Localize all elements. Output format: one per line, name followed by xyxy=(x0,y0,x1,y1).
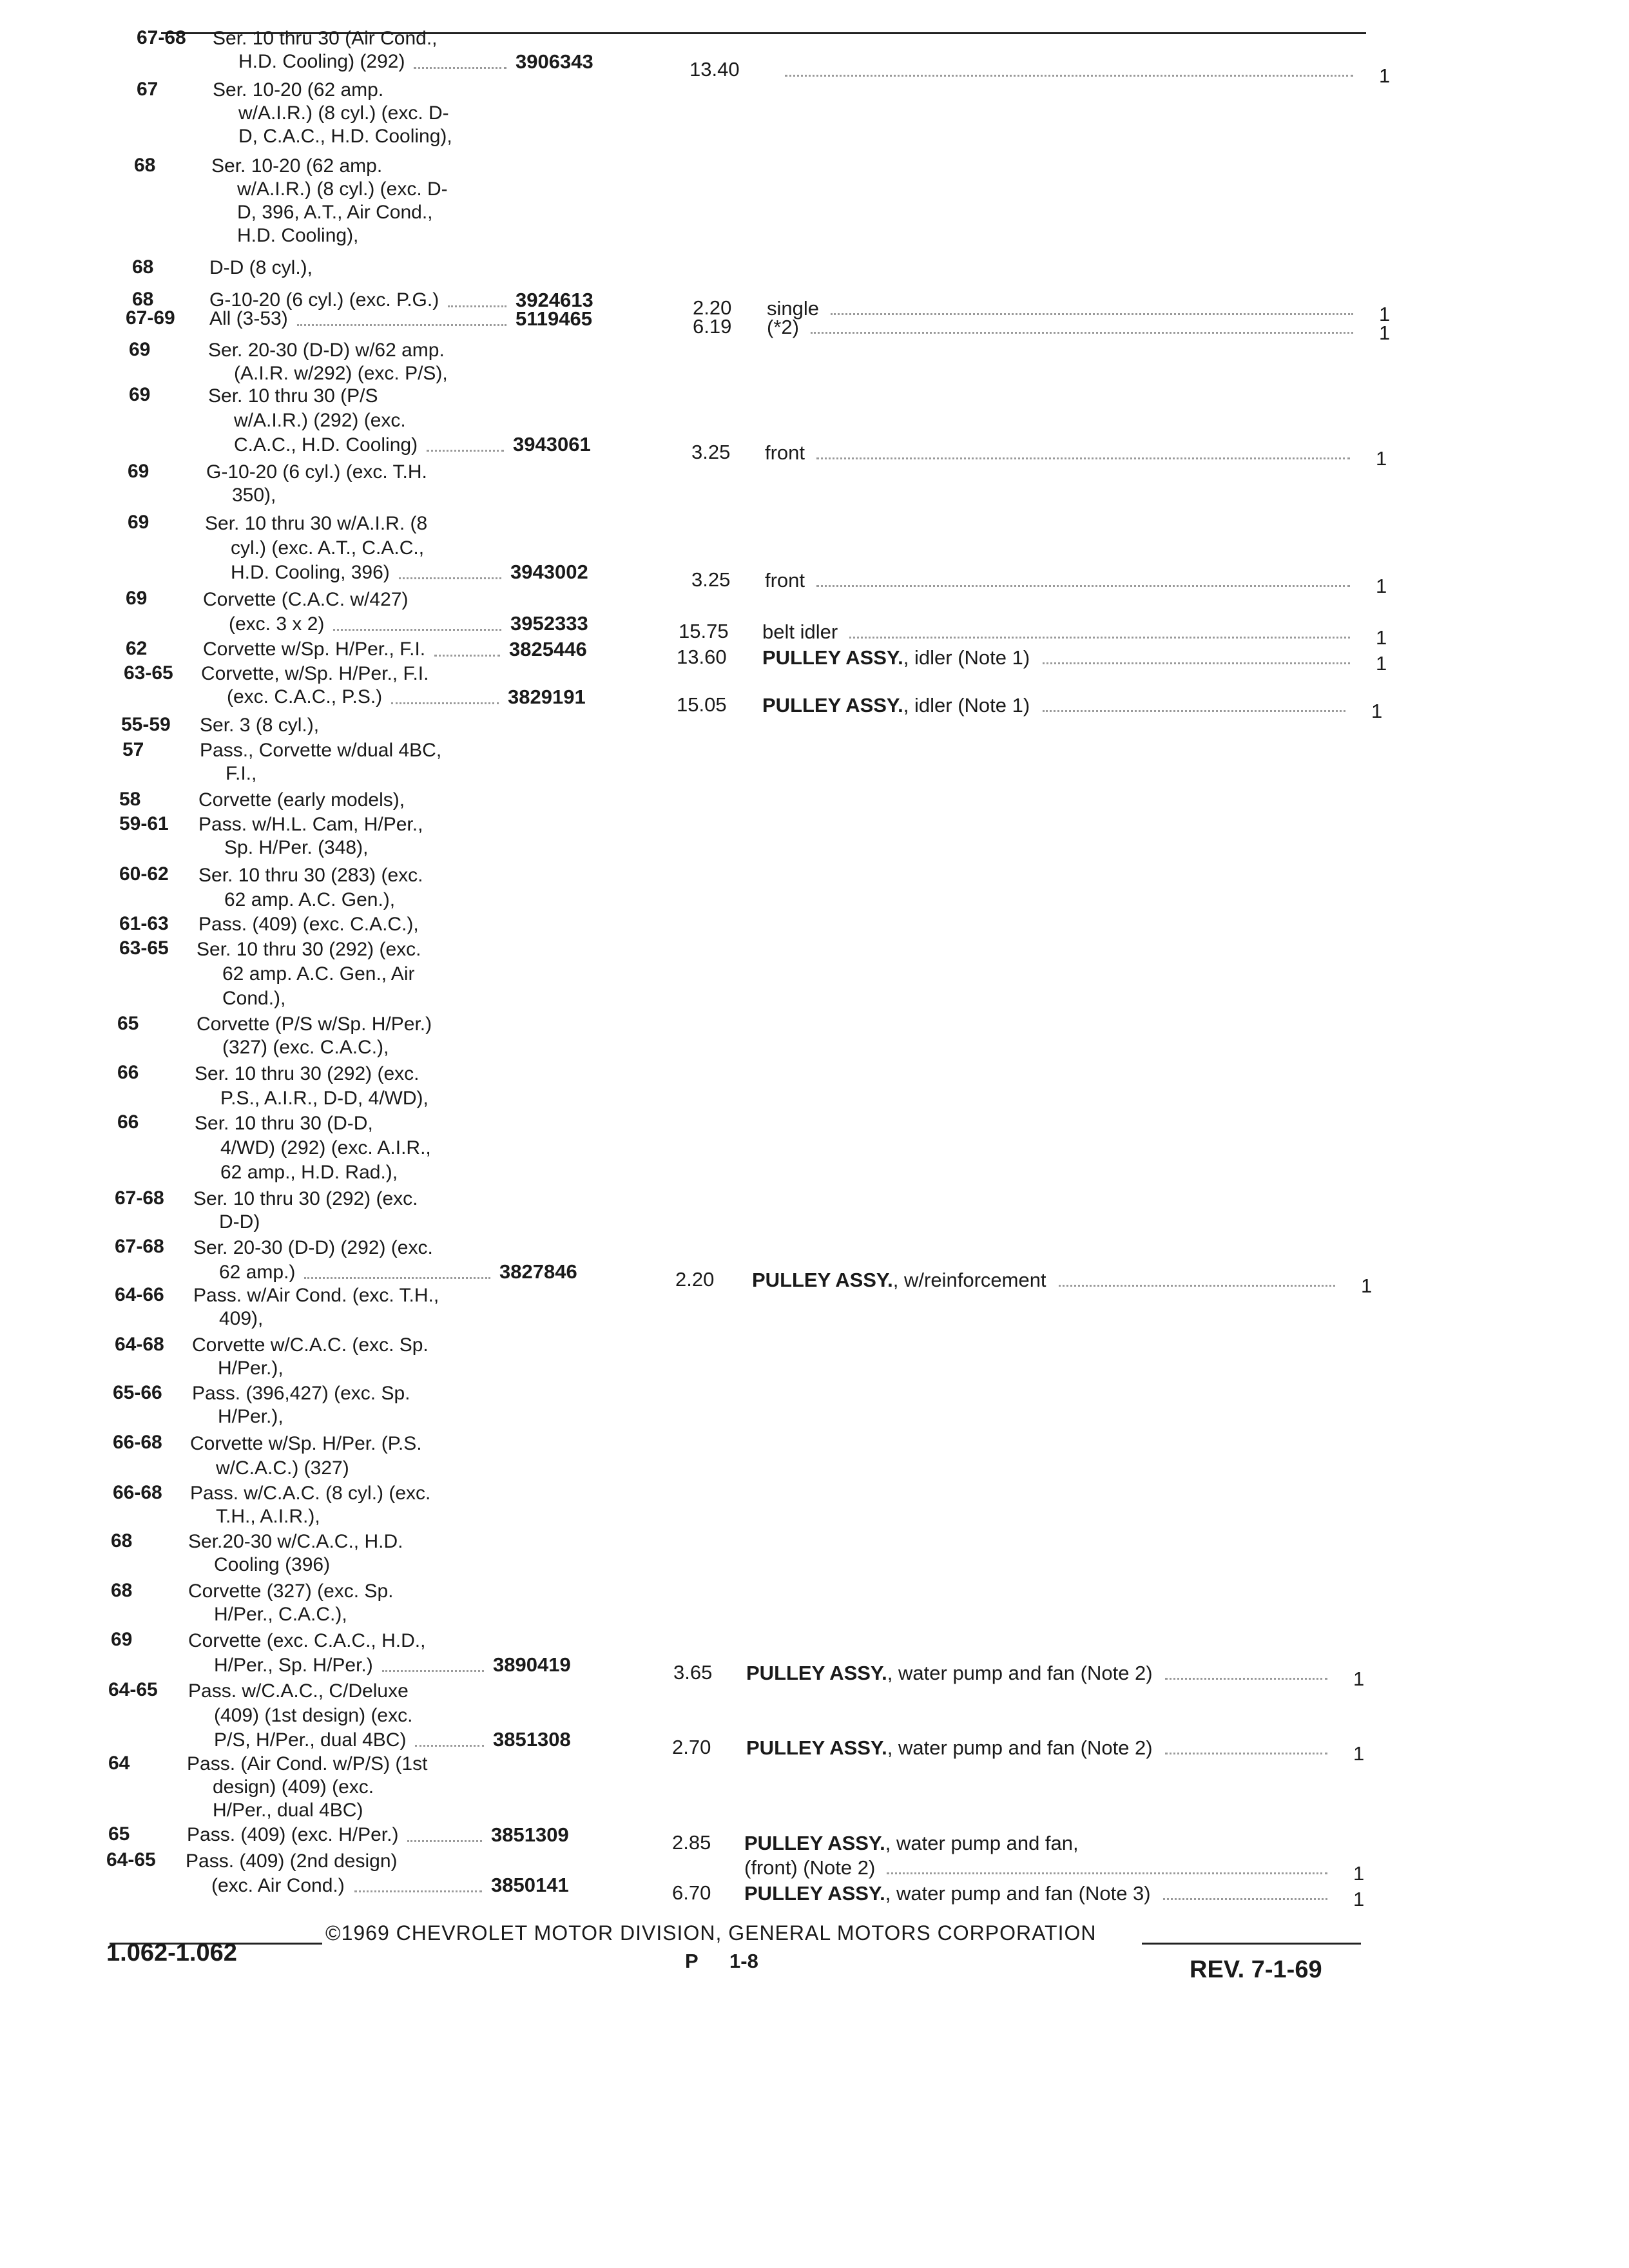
description-line: w/A.I.R.) (8 cyl.) (exc. D- xyxy=(237,178,448,200)
revision-date: REV. 7-1-69 xyxy=(1190,1956,1322,1983)
part-name-line: front xyxy=(765,569,805,591)
description-line: Corvette (exc. C.A.C., H.D., xyxy=(188,1630,426,1651)
parts-entry xyxy=(0,384,1629,470)
application-description xyxy=(205,512,427,585)
description-line: 62 amp. A.C. Gen.), xyxy=(224,889,396,910)
part-number: 3943002 xyxy=(510,561,588,583)
part-number: 3952333 xyxy=(510,612,588,635)
leader-dots xyxy=(297,324,506,326)
application-description xyxy=(187,1753,427,1822)
description-line: All (3-53) xyxy=(209,308,288,329)
model-years: 65 xyxy=(108,1823,130,1845)
description-line: Ser. 10-20 (62 amp. xyxy=(211,155,383,177)
description-line: H.D. Cooling), xyxy=(237,225,359,246)
parts-entry xyxy=(0,461,1629,506)
application-description xyxy=(193,1187,418,1234)
application-description xyxy=(209,307,288,331)
part-name-rest: , water pump and fan (Note 2) xyxy=(887,1736,1153,1759)
quantity: 1 xyxy=(1376,575,1387,597)
application-description xyxy=(200,714,319,737)
parts-entry xyxy=(0,813,1629,858)
model-years: 67-68 xyxy=(137,27,186,48)
application-description xyxy=(208,384,418,457)
model-years: 63-65 xyxy=(124,662,173,684)
application-description xyxy=(187,1823,398,1847)
description-line: (exc. Air Cond.) xyxy=(211,1875,345,1896)
description-line: Ser. 10 thru 30 (D-D, xyxy=(195,1113,373,1134)
model-years: 64-68 xyxy=(115,1334,164,1355)
model-years: 68 xyxy=(132,289,154,310)
model-years: 68 xyxy=(134,155,156,176)
description-line: Corvette w/Sp. H/Per. (P.S. xyxy=(190,1433,422,1454)
description-line: Ser. 10 thru 30 (292) (exc. xyxy=(193,1188,418,1209)
description-line: w/A.I.R.) (292) (exc. xyxy=(234,410,406,431)
description-line: w/A.I.R.) (8 cyl.) (exc. D- xyxy=(238,102,449,124)
description-line: H/Per., Sp. H/Per.) xyxy=(214,1655,373,1676)
part-number: 5119465 xyxy=(516,307,592,330)
description-line: D, 396, A.T., Air Cond., xyxy=(237,202,433,223)
description-line: Pass. w/C.A.C. (8 cyl.) (exc. xyxy=(190,1483,431,1504)
part-name-rest: , water pump and fan, xyxy=(885,1832,1079,1854)
application-description xyxy=(213,79,452,148)
description-line: Ser. 10-20 (62 amp. xyxy=(213,79,384,101)
model-years: 69 xyxy=(111,1629,133,1650)
leader-dots xyxy=(414,67,506,69)
part-name-rest: , idler (Note 1) xyxy=(903,694,1030,716)
page-letter: P xyxy=(685,1950,699,1972)
description-line: 350), xyxy=(232,485,276,506)
part-number: 3851309 xyxy=(491,1823,569,1846)
leader-dots xyxy=(333,629,501,631)
leader-dots xyxy=(1163,1898,1327,1900)
model-years: 68 xyxy=(132,256,154,278)
description-line: Pass. (396,427) (exc. Sp. xyxy=(192,1383,410,1404)
parts-entry xyxy=(0,1482,1629,1527)
list-price: 15.05 xyxy=(677,693,727,716)
part-number: 3825446 xyxy=(509,638,587,660)
quantity: 1 xyxy=(1379,303,1391,325)
model-years: 69 xyxy=(129,339,151,360)
description-line: Pass. w/C.A.C., C/Deluxe xyxy=(188,1680,409,1702)
parts-entry xyxy=(0,512,1629,597)
application-description xyxy=(209,256,313,280)
model-years: 64-66 xyxy=(115,1284,164,1305)
leader-dots xyxy=(304,1277,490,1279)
parts-entry xyxy=(0,155,1629,246)
parts-entry xyxy=(0,1432,1629,1479)
part-name-bold: PULLEY ASSY. xyxy=(746,1662,887,1684)
description-line: H.D. Cooling) (292) xyxy=(238,51,405,72)
description-line: Cond.), xyxy=(222,988,286,1009)
part-name-line: single xyxy=(767,297,819,320)
description-line: Pass. (409) (2nd design) xyxy=(186,1850,398,1872)
description-line: D, C.A.C., H.D. Cooling), xyxy=(238,126,452,147)
list-price: 3.65 xyxy=(673,1661,713,1684)
model-years: 67-68 xyxy=(115,1187,164,1209)
quantity: 1 xyxy=(1376,652,1387,675)
description-line: T.H., A.I.R.), xyxy=(216,1506,320,1527)
description-line: Pass. w/H.L. Cam, H/Per., xyxy=(198,814,423,835)
leader-dots xyxy=(816,457,1350,459)
description-line: Pass., Corvette w/dual 4BC, xyxy=(200,740,442,761)
application-description xyxy=(198,813,423,860)
parts-entry xyxy=(0,1580,1629,1625)
description-line: Pass. (409) (exc. C.A.C.), xyxy=(198,914,419,935)
model-years: 58 xyxy=(119,789,141,810)
description-line: P.S., A.I.R., D-D, 4/WD), xyxy=(220,1088,429,1109)
list-price: 3.25 xyxy=(691,441,731,463)
application-description xyxy=(203,638,425,661)
description-line: 62 amp. A.C. Gen., Air xyxy=(222,963,415,985)
description-line: H/Per.), xyxy=(218,1358,284,1379)
application-description xyxy=(198,789,405,812)
model-years: 67-69 xyxy=(126,307,175,329)
model-years: 69 xyxy=(128,461,149,482)
list-price: 6.70 xyxy=(672,1881,711,1904)
parts-entry xyxy=(0,863,1629,910)
description-line: 4/WD) (292) (exc. A.I.R., xyxy=(220,1137,431,1158)
part-name-bold: PULLEY ASSY. xyxy=(752,1269,893,1291)
parts-entry xyxy=(0,1753,1629,1821)
parts-entry xyxy=(0,789,1629,811)
description-line: Corvette w/C.A.C. (exc. Sp. xyxy=(192,1334,429,1356)
part-name-rest: , water pump and fan (Note 2) xyxy=(887,1662,1153,1684)
parts-entry xyxy=(0,256,1629,278)
description-line: 409), xyxy=(219,1308,264,1329)
parts-entry xyxy=(0,1284,1629,1329)
description-line: Ser. 3 (8 cyl.), xyxy=(200,715,320,736)
leader-dots xyxy=(887,1872,1327,1874)
description-line: Corvette (C.A.C. w/427) xyxy=(203,589,409,610)
description-line: Pass. (Air Cond. w/P/S) (1st xyxy=(187,1753,428,1774)
part-number: 3890419 xyxy=(493,1653,571,1676)
model-years: 66 xyxy=(117,1062,139,1083)
description-line: Corvette (327) (exc. Sp. xyxy=(188,1581,394,1602)
description-line: D-D) xyxy=(219,1211,260,1233)
description-line: 62 amp., H.D. Rad.), xyxy=(220,1162,398,1183)
description-line: Cooling (396) xyxy=(214,1554,331,1575)
description-line: H/Per., dual 4BC) xyxy=(213,1800,363,1821)
part-name xyxy=(767,315,799,340)
list-price: 13.40 xyxy=(689,58,740,81)
part-number: 3850141 xyxy=(491,1874,569,1896)
model-years: 63-65 xyxy=(119,937,169,959)
quantity: 1 xyxy=(1379,322,1391,344)
description-line: cyl.) (exc. A.T., C.A.C., xyxy=(231,537,425,559)
parts-entry xyxy=(0,913,1629,935)
part-name-rest: , w/reinforcement xyxy=(892,1269,1046,1291)
description-line: Pass. (409) (exc. H/Per.) xyxy=(187,1824,399,1845)
copyright-line: ©1969 CHEVROLET MOTOR DIVISION, GENERAL MOTORS CORPORATION xyxy=(325,1921,1097,1945)
application-description xyxy=(208,339,448,385)
description-line: Ser. 10 thru 30 (283) (exc. xyxy=(198,865,423,886)
part-name-bold: PULLEY ASSY. xyxy=(744,1832,885,1854)
application-description xyxy=(188,1679,412,1753)
description-line: Ser. 10 thru 30 (P/S xyxy=(208,385,378,407)
description-line: Pass. w/Air Cond. (exc. T.H., xyxy=(193,1285,439,1306)
model-years: 65-66 xyxy=(113,1382,162,1403)
application-description xyxy=(198,913,419,936)
description-line: H/Per.), xyxy=(218,1406,284,1427)
parts-entry xyxy=(0,1382,1629,1427)
model-years: 66-68 xyxy=(113,1432,162,1453)
description-line: (exc. C.A.C., P.S.) xyxy=(227,686,383,707)
quantity: 1 xyxy=(1353,1888,1365,1910)
model-years: 61-63 xyxy=(119,913,169,934)
model-years: 65 xyxy=(117,1013,139,1034)
leader-dots xyxy=(399,577,501,579)
page-number: 1-8 xyxy=(729,1950,758,1972)
leader-dots xyxy=(811,332,1353,334)
list-price: 2.70 xyxy=(672,1736,711,1758)
leader-dots xyxy=(415,1745,484,1747)
part-number: 3906343 xyxy=(516,50,593,73)
model-years: 69 xyxy=(126,588,148,609)
description-line: H.D. Cooling, 396) xyxy=(231,562,390,583)
list-price: 6.19 xyxy=(693,315,732,338)
part-number: 3827846 xyxy=(499,1260,577,1283)
parts-entry xyxy=(0,1062,1629,1109)
quantity: 1 xyxy=(1353,1742,1365,1765)
model-years: 66-68 xyxy=(113,1482,162,1503)
description-line: Ser. 20-30 (D-D) (292) (exc. xyxy=(193,1237,433,1258)
application-description xyxy=(195,1062,429,1111)
parts-entry xyxy=(0,1111,1629,1183)
application-description xyxy=(192,1382,410,1428)
parts-entry xyxy=(0,79,1629,147)
part-name xyxy=(744,1881,1151,1906)
parts-entry xyxy=(0,27,1629,87)
description-line: Ser. 10 thru 30 w/A.I.R. (8 xyxy=(205,513,428,534)
list-price: 3.25 xyxy=(691,568,731,591)
leader-dots xyxy=(407,1840,482,1842)
parts-entry xyxy=(0,662,1629,722)
model-years: 59-61 xyxy=(119,813,169,834)
footer-rule-right xyxy=(1142,1943,1361,1945)
description-line: (327) (exc. C.A.C.), xyxy=(222,1037,389,1058)
description-line: w/C.A.C.) (327) xyxy=(216,1457,349,1479)
part-name-bold: PULLEY ASSY. xyxy=(762,694,903,716)
model-years: 68 xyxy=(111,1530,133,1552)
quantity: 1 xyxy=(1379,64,1391,87)
catalog-code: 1.062-1.062 xyxy=(106,1939,237,1966)
quantity: 1 xyxy=(1376,626,1387,649)
model-years: 64 xyxy=(108,1753,130,1774)
list-price: 2.20 xyxy=(675,1268,715,1291)
parts-entry xyxy=(0,714,1629,736)
part-name-bold: PULLEY ASSY. xyxy=(746,1736,887,1759)
list-price: 2.20 xyxy=(693,296,732,319)
quantity: 1 xyxy=(1371,700,1383,722)
description-line: Corvette w/Sp. H/Per., F.I. xyxy=(203,639,426,660)
application-description xyxy=(197,1013,432,1059)
description-line: Ser. 20-30 (D-D) w/62 amp. xyxy=(208,340,445,361)
leader-dots xyxy=(816,585,1350,587)
quantity: 1 xyxy=(1361,1274,1373,1297)
application-description xyxy=(195,1111,431,1185)
quantity: 1 xyxy=(1353,1862,1365,1885)
application-description xyxy=(190,1482,430,1528)
part-name-line: (*2) xyxy=(767,316,799,338)
description-line: P/S, H/Per., dual 4BC) xyxy=(214,1729,407,1751)
description-line: Ser.20-30 w/C.A.C., H.D. xyxy=(188,1531,403,1552)
description-line: Corvette, w/Sp. H/Per., F.I. xyxy=(201,663,429,684)
part-name-rest: , water pump and fan (Note 3) xyxy=(885,1882,1151,1905)
application-description xyxy=(213,27,438,73)
parts-entry xyxy=(0,937,1629,1009)
description-line: Corvette (early models), xyxy=(198,789,405,811)
description-line: H/Per., C.A.C.), xyxy=(214,1604,347,1625)
part-number: 3851308 xyxy=(493,1728,571,1751)
list-price: 2.85 xyxy=(672,1831,711,1854)
part-name-line: front xyxy=(765,441,805,464)
quantity: 1 xyxy=(1353,1667,1365,1690)
list-price: 13.60 xyxy=(677,646,727,668)
application-description xyxy=(200,739,441,785)
model-years: 57 xyxy=(122,739,144,760)
model-years: 69 xyxy=(129,384,151,405)
application-description xyxy=(198,863,423,912)
part-name-line xyxy=(744,1881,1151,1906)
leader-dots xyxy=(1043,710,1345,712)
leader-dots xyxy=(785,75,1353,77)
part-number: 3924613 xyxy=(516,289,593,311)
model-years: 66 xyxy=(117,1111,139,1133)
leader-dots xyxy=(382,1670,484,1672)
parts-entry xyxy=(0,1187,1629,1233)
application-description xyxy=(190,1432,422,1481)
application-description xyxy=(193,1284,439,1331)
description-line: (A.I.R. w/292) (exc. P/S), xyxy=(234,363,448,384)
model-years: 69 xyxy=(128,512,149,533)
model-years: 55-59 xyxy=(121,714,171,735)
application-description xyxy=(188,1530,403,1577)
application-description xyxy=(211,155,448,247)
description-line: C.A.C., H.D. Cooling) xyxy=(234,434,418,456)
model-years: 67-68 xyxy=(115,1236,164,1257)
list-price: 15.75 xyxy=(679,620,729,642)
description-line: D-D (8 cyl.), xyxy=(209,257,313,278)
part-name-rest: , idler (Note 1) xyxy=(903,646,1030,669)
application-description xyxy=(197,937,421,1011)
leader-dots xyxy=(427,450,504,452)
model-years: 68 xyxy=(111,1580,133,1601)
part-name-bold: PULLEY ASSY. xyxy=(762,646,903,669)
part-number: 3829191 xyxy=(508,686,586,708)
model-years: 60-62 xyxy=(119,863,169,885)
description-line: F.I., xyxy=(226,763,257,784)
model-years: 67 xyxy=(137,79,159,100)
part-name-line: (front) (Note 2) xyxy=(744,1856,876,1879)
leader-dots xyxy=(434,655,500,657)
parts-entry xyxy=(0,1013,1629,1058)
description-line: design) (409) (exc. xyxy=(213,1776,374,1798)
description-line: Ser. 10 thru 30 (292) (exc. xyxy=(197,939,421,960)
description-line: 62 amp.) xyxy=(219,1262,296,1283)
parts-entry xyxy=(0,1530,1629,1575)
quantity: 1 xyxy=(1376,447,1387,470)
part-name-line: belt idler xyxy=(762,620,838,643)
description-line: Ser. 10 thru 30 (Air Cond., xyxy=(213,28,438,49)
model-years: 64-65 xyxy=(108,1679,158,1700)
description-line: (409) (1st design) (exc. xyxy=(214,1705,413,1726)
description-line: (exc. 3 x 2) xyxy=(229,613,325,635)
leader-dots xyxy=(391,702,499,704)
description-line: G-10-20 (6 cyl.) (exc. P.G.) xyxy=(209,289,439,311)
application-description xyxy=(192,1334,429,1380)
leader-dots xyxy=(354,1890,482,1892)
parts-entry xyxy=(0,739,1629,784)
part-name-bold: PULLEY ASSY. xyxy=(744,1882,885,1905)
application-description xyxy=(206,461,427,507)
part-number: 3943061 xyxy=(513,433,591,456)
description-line: Sp. H/Per. (348), xyxy=(224,837,369,858)
description-line: Corvette (P/S w/Sp. H/Per.) xyxy=(197,1014,432,1035)
model-years: 64-65 xyxy=(106,1849,156,1870)
parts-entry xyxy=(0,1334,1629,1379)
description-line: G-10-20 (6 cyl.) (exc. T.H. xyxy=(206,461,427,483)
parts-entry xyxy=(0,339,1629,384)
description-line: Ser. 10 thru 30 (292) (exc. xyxy=(195,1063,419,1084)
model-years: 62 xyxy=(126,638,148,659)
application-description xyxy=(188,1580,393,1626)
